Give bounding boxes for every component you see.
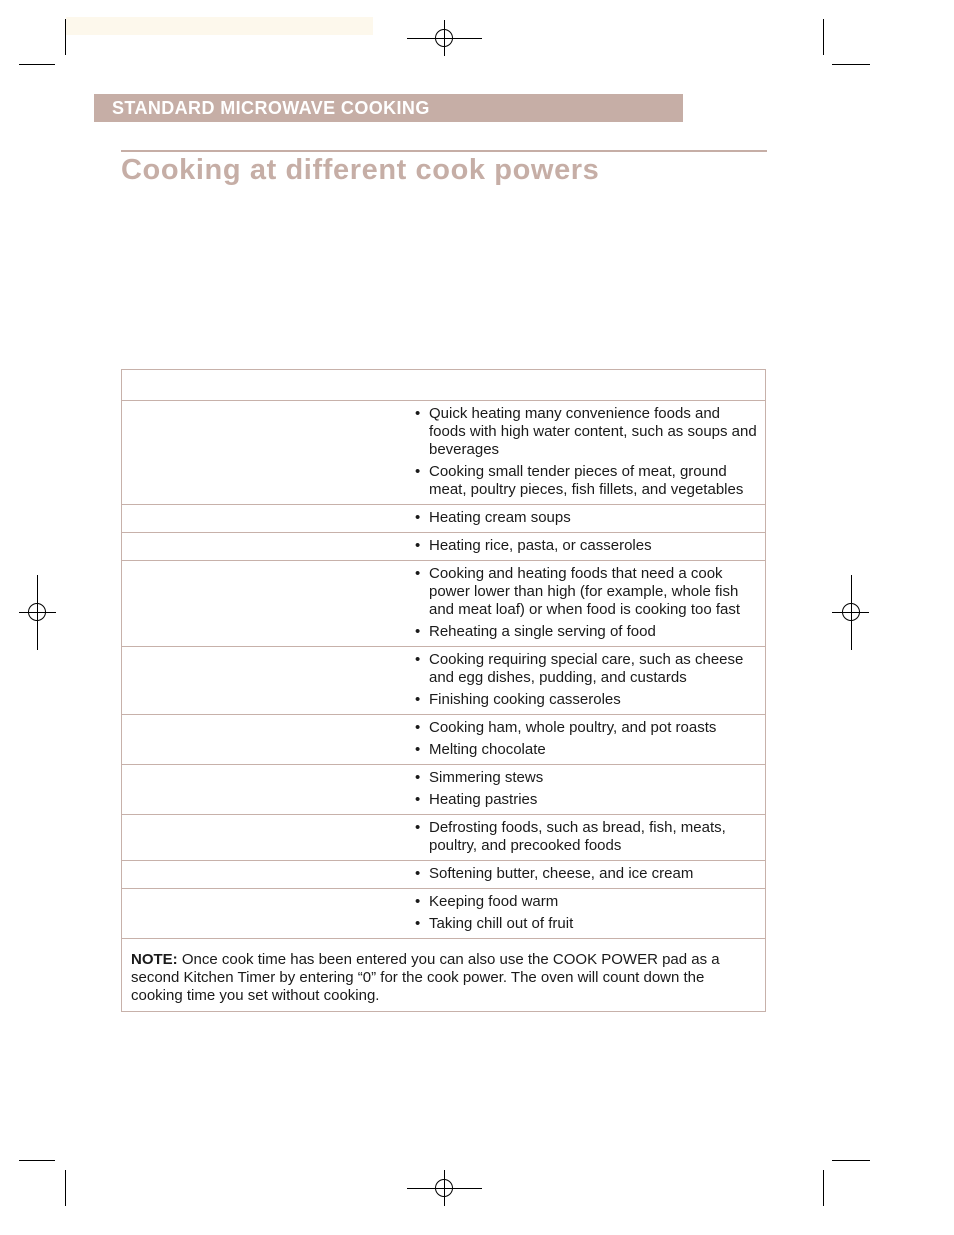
cook-power-cell bbox=[122, 533, 410, 560]
cook-power-cell bbox=[122, 401, 410, 504]
cook-power-cell bbox=[122, 647, 410, 714]
table-row bbox=[122, 715, 765, 765]
table-row bbox=[122, 505, 765, 533]
use-text: Cooking requiring special care, such as cheese and egg dishes, pudding, and custards bbox=[429, 651, 744, 686]
bullet-icon: • bbox=[415, 537, 421, 554]
use-list-item bbox=[410, 463, 759, 499]
use-text: Simmering stews bbox=[429, 769, 544, 786]
bullet-icon: • bbox=[415, 691, 421, 708]
use-text: Heating rice, pasta, or casseroles bbox=[429, 537, 652, 554]
cook-power-cell bbox=[122, 765, 410, 814]
note-row bbox=[122, 939, 765, 1011]
use-text: Taking chill out of fruit bbox=[429, 915, 574, 932]
use-text: Cooking ham, whole poultry, and pot roasts bbox=[429, 719, 717, 736]
cook-power-cell bbox=[122, 505, 410, 532]
bullet-icon: • bbox=[415, 791, 421, 808]
table-row bbox=[122, 815, 765, 861]
bullet-icon: • bbox=[415, 893, 421, 910]
table-row bbox=[122, 765, 765, 815]
section-banner bbox=[94, 94, 683, 122]
cook-power-table bbox=[121, 369, 766, 1012]
use-text: Finishing cooking casseroles bbox=[429, 691, 621, 708]
section-title: STANDARD MICROWAVE COOKING bbox=[112, 97, 430, 118]
use-list-item bbox=[410, 865, 759, 883]
table-header bbox=[122, 370, 765, 401]
uses-cell bbox=[410, 889, 765, 938]
table-row bbox=[122, 861, 765, 889]
use-text: Heating cream soups bbox=[429, 509, 571, 526]
cook-power-cell bbox=[122, 815, 410, 860]
use-text: Reheating a single serving of food bbox=[429, 623, 656, 640]
use-text: Cooking and heating foods that need a cook power lower than high (for example, whole fish and meat loaf) or when food is cooking too fast bbox=[429, 565, 741, 618]
uses-cell bbox=[410, 561, 765, 646]
use-text: Cooking small tender pieces of meat, ground meat, poultry pieces, fish fillets, and vegetables bbox=[429, 463, 744, 498]
use-text: Softening butter, cheese, and ice cream bbox=[429, 865, 694, 882]
use-list-item bbox=[410, 893, 759, 911]
bullet-icon: • bbox=[415, 651, 421, 668]
bullet-icon: • bbox=[415, 405, 421, 422]
uses-cell bbox=[410, 647, 765, 714]
table-row bbox=[122, 561, 765, 647]
uses-cell bbox=[410, 401, 765, 504]
bullet-icon: • bbox=[415, 623, 421, 640]
use-list-item bbox=[410, 623, 759, 641]
bullet-icon: • bbox=[415, 769, 421, 786]
uses-cell bbox=[410, 861, 765, 888]
uses-cell bbox=[410, 765, 765, 814]
use-list-item bbox=[410, 769, 759, 787]
use-list-item bbox=[410, 509, 759, 527]
use-text: Keeping food warm bbox=[429, 893, 559, 910]
page-title: Cooking at different cook powers bbox=[121, 154, 600, 186]
use-list-item bbox=[410, 719, 759, 737]
cook-power-cell bbox=[122, 861, 410, 888]
bullet-icon: • bbox=[415, 719, 421, 736]
uses-cell bbox=[410, 815, 765, 860]
use-text: Melting chocolate bbox=[429, 741, 546, 758]
use-list-item bbox=[410, 691, 759, 709]
table-row bbox=[122, 401, 765, 505]
use-list-item bbox=[410, 565, 759, 619]
bullet-icon: • bbox=[415, 865, 421, 882]
use-list-item bbox=[410, 405, 759, 459]
table-body bbox=[122, 401, 765, 939]
bullet-icon: • bbox=[415, 741, 421, 758]
use-list-item bbox=[410, 915, 759, 933]
cook-power-cell bbox=[122, 715, 410, 764]
bullet-icon: • bbox=[415, 509, 421, 526]
note-label: NOTE: bbox=[131, 951, 178, 968]
uses-cell bbox=[410, 715, 765, 764]
corner-tint bbox=[66, 17, 373, 35]
use-list-item bbox=[410, 741, 759, 759]
use-list-item bbox=[410, 819, 759, 855]
use-text: Quick heating many convenience foods and foods with high water content, such as soups and beverages bbox=[429, 405, 757, 458]
cook-power-cell bbox=[122, 561, 410, 646]
uses-cell bbox=[410, 505, 765, 532]
use-list-item bbox=[410, 537, 759, 555]
bullet-icon: • bbox=[415, 819, 421, 836]
use-text: Heating pastries bbox=[429, 791, 538, 808]
note-text: Once cook time has been entered you can also use the COOK POWER pad as a second Kitchen Timer by entering “0” for the cook power. The oven will count down the cooking time you set without cooking. bbox=[131, 951, 720, 1004]
use-text: Defrosting foods, such as bread, fish, meats, poultry, and precooked foods bbox=[429, 819, 726, 854]
bullet-icon: • bbox=[415, 565, 421, 582]
bullet-icon: • bbox=[415, 463, 421, 480]
table-row bbox=[122, 533, 765, 561]
uses-cell bbox=[410, 533, 765, 560]
use-list-item bbox=[410, 791, 759, 809]
use-list-item bbox=[410, 651, 759, 687]
title-rule bbox=[121, 150, 767, 152]
table-row bbox=[122, 889, 765, 939]
cook-power-cell bbox=[122, 889, 410, 938]
bullet-icon: • bbox=[415, 915, 421, 932]
table-row bbox=[122, 647, 765, 715]
